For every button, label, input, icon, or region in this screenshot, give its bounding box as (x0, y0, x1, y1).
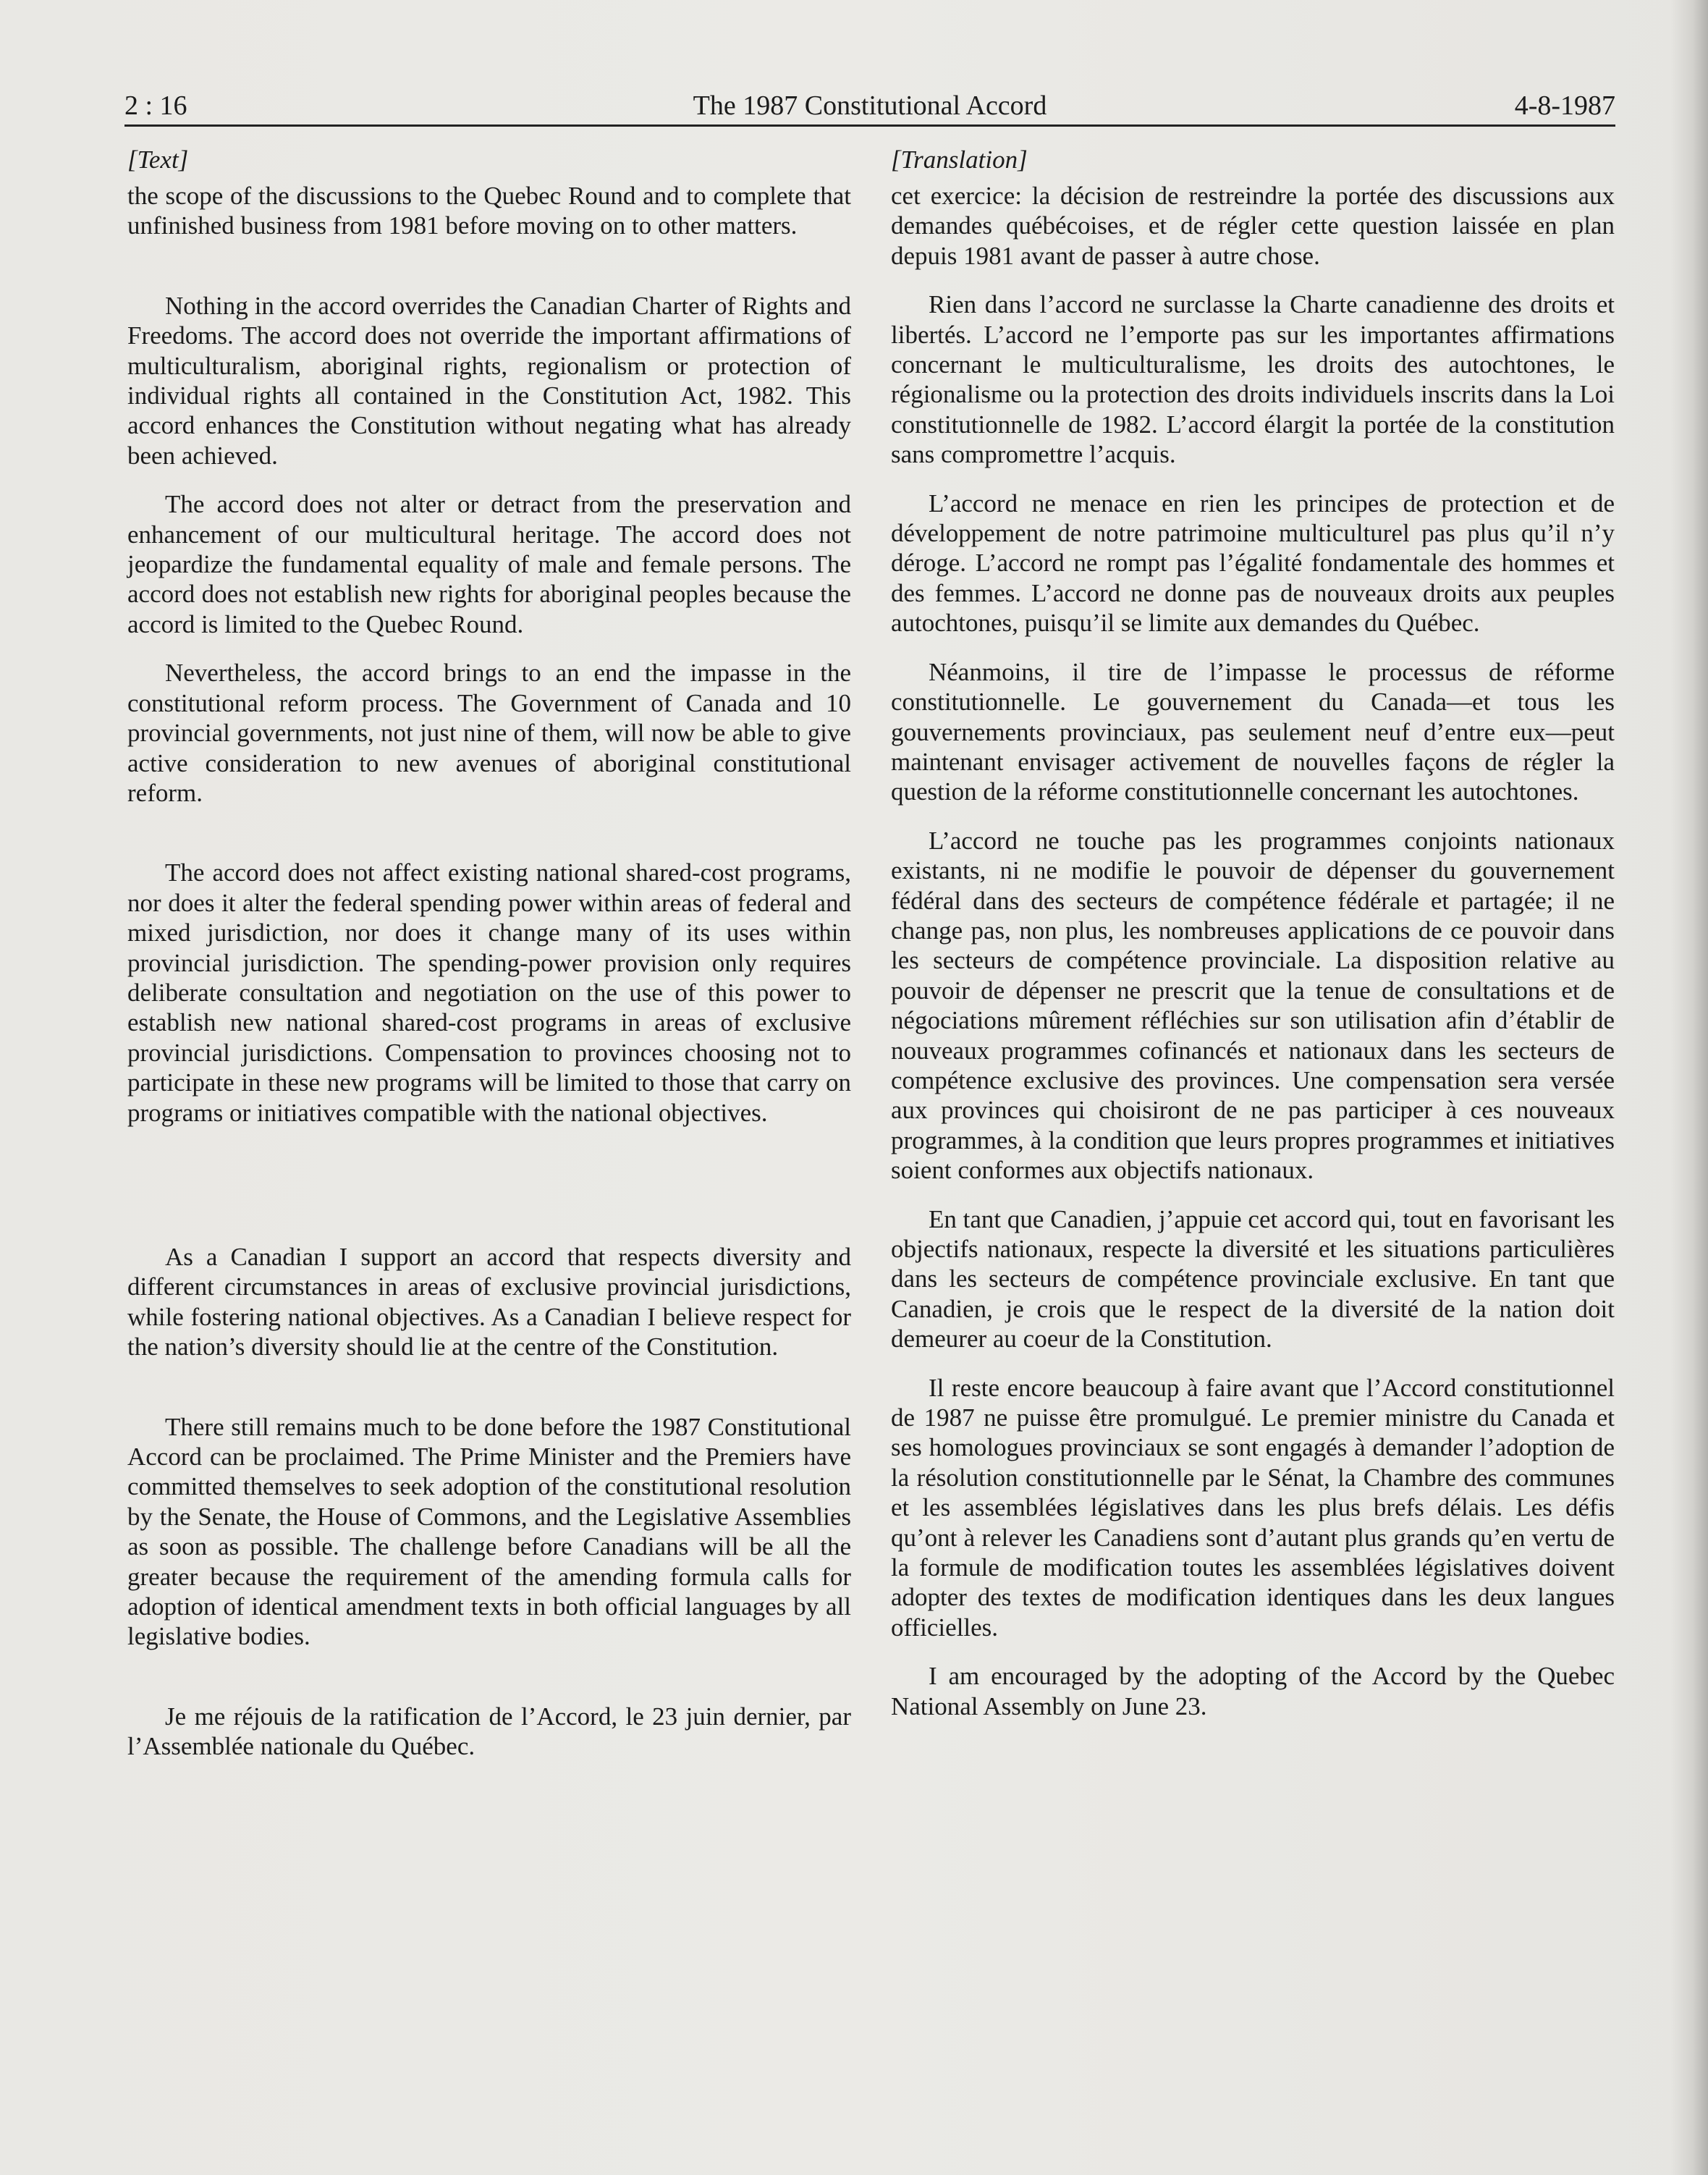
left-column (127, 145, 851, 1762)
page-number: 2 : 16 (124, 90, 187, 121)
right-paragraph-1: cet exercice: la décision de restreindre la portée des discussions aux demandes québécoises, et de régler cette question laissée en plan depuis 1981 avant de passer à autre chose. (891, 182, 1615, 270)
right-paragraph-4: Néanmoins, il tire de l’impasse le processus de réforme constitutionnelle. Le gouvernement du Canada—et tous les gouvernements provinciaux, pas seulement neuf d’entre eux—peut maintenant envisager activement de nouvelles façons de régler la question de la réforme constitutionnelle concernant les autochtones. (891, 657, 1615, 806)
right-column (891, 145, 1615, 1721)
column-label-text: [Text] (127, 145, 189, 174)
left-paragraph-7: There still remains much to be done before the 1987 Constitutional Accord can be proclaimed. The Prime Minister and the Premiers have committed themselves to seek adoption of the constitutional resolution by the Senate, the House of Commons, and the Legislative Assemblies as soon as possible. The challenge before Canadians will be all the greater because the requirement of the amending formula calls for adoption of identical amendment texts in both official languages by all legislative bodies. (127, 1412, 851, 1651)
page-spine-shadow (1670, 0, 1708, 2175)
header-date: 4-8-1987 (1514, 90, 1615, 121)
left-paragraph-8: Je me réjouis de la ratification de l’Accord, le 23 juin dernier, par l’Assemblée nationale du Québec. (127, 1702, 851, 1761)
header-rule (124, 124, 1615, 127)
right-paragraph-3: L’accord ne menace en rien les principes de protection et de développement de notre patrimoine multiculturel pas plus qu’il n’y déroge. L’accord ne rompt pas l’égalité fondamentale des hommes et des femmes. L’accord ne donne pas de nouveaux droits aux peuples autochtones, puisqu’il se limite aux demandes du Québec. (891, 489, 1615, 638)
left-paragraph-6: As a Canadian I support an accord that respects diversity and different circumstances in areas of exclusive provincial jurisdictions, while fostering national objectives. As a Canadian I believe respect for the nation’s diversity should lie at the centre of the Constitution. (127, 1242, 851, 1361)
left-paragraph-4: Nevertheless, the accord brings to an end the impasse in the constitutional reform process. The Government of Canada and 10 provincial governments, not just nine of them, will now be able to give active consideration to new avenues of aboriginal constitutional reform. (127, 659, 851, 807)
left-paragraph-2: Nothing in the accord overrides the Canadian Charter of Rights and Freedoms. The accord does not override the important affirmations of multiculturalism, aboriginal rights, regionalism or protection of individual rights all contained in the Constitution Act, 1982. This accord enhances the Constitution without negating what has already been achieved. (127, 291, 851, 470)
running-title: The 1987 Constitutional Accord (693, 90, 1047, 121)
left-paragraph-3: The accord does not alter or detract from the preservation and enhancement of our multicultural heritage. The accord does not jeopardize the fundamental equality of male and female persons. The accord does not establish new rights for aboriginal peoples because the accord is limited to the Quebec Round. (127, 490, 851, 638)
right-paragraph-5: L’accord ne touche pas les programmes conjoints nationaux existants, ni ne modifie le pouvoir de dépenser du gouvernement fédéral dans des secteurs de compétence fédérale et partagée; il ne change pas, non plus, les nombreuses applications de ce pouvoir dans les secteurs de compétence provinciale. La disposition relative au pouvoir de dépenser ne prescrit que la tenue de consultations et de négociations mûrement réfléchies sur son utilisation afin d’établir de nouveaux programmes cofinancés et nationaux dans les secteurs de compétence exclusive des provinces. Une compensation sera versée aux provinces qui choisiront de ne pas participer à ces nouveaux programmes, à la condition que leurs propres programmes et initiatives soient conformes aux objectifs nationaux. (891, 826, 1615, 1185)
right-paragraph-6: En tant que Canadien, j’appuie cet accord qui, tout en favorisant les objectifs nationaux, respecte la diversité et les situations particulières dans les secteurs de compétence provinciale exclusive. En tant que Canadien, je crois que le respect de la diversité de la nation doit demeurer au coeur de la Constitution. (891, 1204, 1615, 1353)
page-header (124, 85, 1615, 126)
right-paragraph-7: Il reste encore beaucoup à faire avant que l’Accord constitutionnel de 1987 ne puisse être promulgué. Le premier ministre du Canada et ses homologues provinciaux se sont engagés à demander l’adoption de la résolution constitutionnelle par le Sénat, la Chambre des communes et les assemblées législatives dans les plus brefs délais. Les défis qu’ont à relever les Canadiens sont d’autant plus grands qu’en vertu de la formule de modification toutes les assemblées législatives doivent adopter des textes de modification identiques dans les deux langues officielles. (891, 1373, 1615, 1642)
right-paragraph-2: Rien dans l’accord ne surclasse la Charte canadienne des droits et libertés. L’accord ne l’emporte pas sur les importantes affirmations concernant le multiculturalisme, les droits des autochtones, le régionalisme ou la protection des droits individuels inscrits dans la Loi constitutionnelle de 1982. L’accord élargit la portée de la constitution sans compromettre l’acquis. (891, 290, 1615, 469)
left-paragraph-5: The accord does not affect existing national shared-cost programs, nor does it alter the federal spending power within areas of federal and mixed jurisdiction, nor does it change many of its uses within provincial jurisdiction. The spending-power provision only requires deliberate consultation and negotiation on the use of this power to establish new national shared-cost programs in areas of exclusive provincial jurisdictions. Compensation to provinces choosing not to participate in these new programs will be limited to those that carry on programs or initiatives compatible with the national objectives. (127, 858, 851, 1127)
left-paragraph-1: the scope of the discussions to the Quebec Round and to complete that unfinished business from 1981 before moving on to other matters. (127, 182, 851, 240)
right-paragraph-8: I am encouraged by the adopting of the Accord by the Quebec National Assembly on June 23. (891, 1662, 1615, 1720)
column-label-translation: [Translation] (891, 145, 1028, 174)
